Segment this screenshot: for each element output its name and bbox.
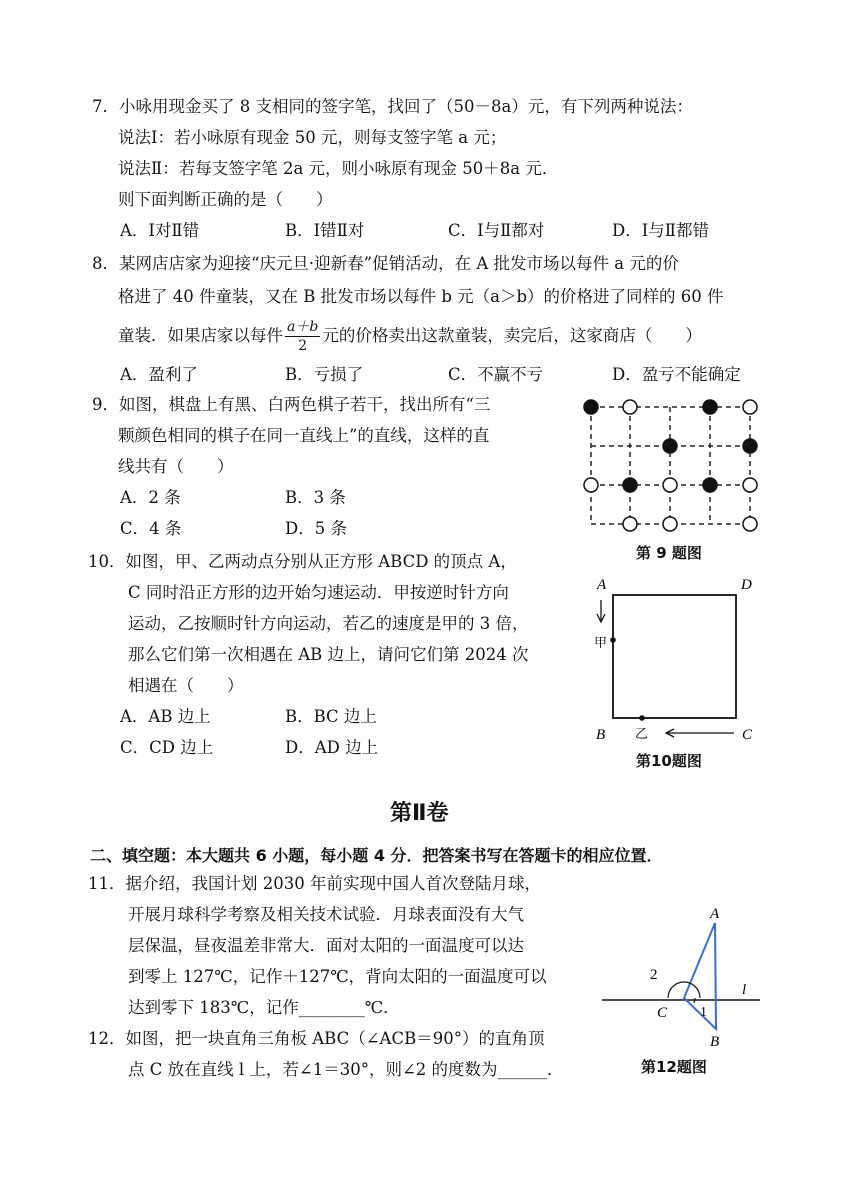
q10-option-d: D．AD 边上 <box>285 738 379 757</box>
fill-in-section-heading: 二、填空题：本大题共 6 小题，每小题 4 分．把答案书写在答题卡的相应位置． <box>90 846 663 865</box>
black-piece <box>623 478 637 492</box>
q9-line-1: 9．如图，棋盘上有黑、白两色棋子若干，找出所有“三 <box>92 395 491 414</box>
part-two-title: 第Ⅱ卷 <box>390 801 449 826</box>
q8-line-1: 8．某网店店家为迎接“庆元旦·迎新春”促销活动，在 A 批发市场以每件 a 元的价 <box>92 254 679 273</box>
q7-option-a: A．Ⅰ对Ⅱ错 <box>120 221 200 240</box>
q9-grid-lines <box>591 407 750 524</box>
yi-label: 乙 <box>635 726 649 741</box>
vertex-c-label: C <box>657 1005 668 1021</box>
q8-fraction-denominator: 2 <box>298 338 308 354</box>
q9-option-a: A．2 条 <box>120 488 181 507</box>
q8-fraction <box>285 318 320 355</box>
q10-line-1: 10．如图，甲、乙两动点分别从正方形 ABCD 的顶点 A， <box>88 552 517 571</box>
q10-option-c: C．CD 边上 <box>120 738 214 757</box>
white-piece <box>743 478 757 492</box>
q7-option-b: B．Ⅰ错Ⅱ对 <box>285 221 365 240</box>
black-piece <box>703 478 717 492</box>
q8-option-d: D．盈亏不能确定 <box>612 365 741 384</box>
line-l-label: l <box>742 982 747 998</box>
q7-statement-1: 说法Ⅰ：若小咏原有现金 50 元，则每支签字笔 a 元； <box>118 128 507 147</box>
q8-line-2: 格进了 40 件童装，又在 B 批发市场以每件 b 元（a＞b）的价格进了同样的 60 件 <box>118 287 724 306</box>
q9-line-3: 线共有（ ） <box>118 457 234 476</box>
q8-line-3-post: 元的价格卖出这款童装，卖完后，这家商店（ ） <box>322 326 702 345</box>
q11-line-5: 达到零下 183℃，记作________℃． <box>128 998 400 1017</box>
q7-statement-2: 说法Ⅱ：若每支签字笔 2a 元，则小咏原有现金 50＋8a 元． <box>118 159 559 178</box>
q8-option-b: B．亏损了 <box>285 365 364 384</box>
q7-option-c: C．Ⅰ与Ⅱ都对 <box>448 221 545 240</box>
q8-line-3-pre: 童装．如果店家以每件 <box>118 326 283 345</box>
q7-stem: 7．小咏用现金买了 8 支相同的签字笔，找回了（50－8a）元，有下列两种说法： <box>92 97 693 116</box>
q12-triangle-figure <box>596 902 766 1052</box>
angle-2-label: 2 <box>650 967 658 983</box>
q9-option-c: C．4 条 <box>120 519 182 538</box>
q9-line-2: 颗颜色相同的棋子在同一直线上”的直线，这样的直 <box>118 426 490 445</box>
q10-option-b: B．BC 边上 <box>285 707 377 726</box>
white-piece <box>743 400 757 414</box>
white-piece <box>663 478 677 492</box>
q10-figure-caption: 第10题图 <box>636 752 702 770</box>
q7-option-d: D．Ⅰ与Ⅱ都错 <box>612 221 709 240</box>
q10-square-figure <box>586 568 762 746</box>
black-piece <box>663 439 677 453</box>
q12-line-1: 12．如图，把一块直角三角板 ABC（∠ACB＝90°）的直角顶 <box>88 1029 545 1048</box>
white-piece <box>663 517 677 531</box>
white-piece <box>623 517 637 531</box>
q8-option-a: A．盈利了 <box>120 365 198 384</box>
jia-point <box>610 637 616 643</box>
q10-line-3: 运动，乙按顺时针方向运动，若乙的速度是甲的 3 倍， <box>128 614 529 633</box>
q10-line-2: C 同时沿正方形的边开始匀速运动．甲按逆时针方向 <box>128 583 509 602</box>
q12-figure-caption: 第12题图 <box>641 1058 707 1076</box>
q9-option-b: B．3 条 <box>285 488 346 507</box>
vertex-b-label: B <box>710 1034 720 1050</box>
q12-line-2: 点 C 放在直线 l 上，若∠1＝30°，则∠2 的度数为______． <box>128 1060 564 1079</box>
q10-option-a: A．AB 边上 <box>120 707 211 726</box>
q11-line-3: 层保温，昼夜温差非常大．面对太阳的一面温度可以达 <box>128 936 524 955</box>
white-piece <box>623 400 637 414</box>
vertex-b-label: B <box>596 727 606 743</box>
yi-point <box>639 715 645 721</box>
q9-option-d: D．5 条 <box>285 519 347 538</box>
vertex-a-label: A <box>597 577 607 593</box>
white-piece <box>743 517 757 531</box>
q9-chessboard-figure <box>580 396 770 536</box>
black-piece <box>703 400 717 414</box>
q11-line-4: 到零上 127℃，记作＋127℃，背向太阳的一面温度可以 <box>128 967 547 986</box>
vertex-d-label: D <box>741 577 752 593</box>
angle-1-label: 1 <box>700 1005 707 1020</box>
black-piece <box>743 439 757 453</box>
q7-question: 则下面判断正确的是（ ） <box>118 190 333 209</box>
square-abcd <box>613 595 736 718</box>
q11-line-1: 11．据介绍，我国计划 2030 年前实现中国人首次登陆月球， <box>88 874 541 893</box>
vertex-a-label: A <box>710 906 720 922</box>
q8-line-3 <box>118 318 702 355</box>
q9-figure-caption: 第 9 题图 <box>636 544 702 562</box>
q10-line-4: 那么它们第一次相遇在 AB 边上，请问它们第 2024 次 <box>128 645 529 664</box>
black-piece <box>584 400 598 414</box>
q8-option-c: C．不赢不亏 <box>448 365 544 384</box>
q8-fraction-numerator: a＋b <box>287 319 319 335</box>
vertex-c-label: C <box>742 727 753 743</box>
q11-line-2: 开展月球科学考察及相关技术试验．月球表面没有大气 <box>128 905 524 924</box>
white-piece <box>584 478 598 492</box>
q10-line-5: 相遇在（ ） <box>128 676 244 695</box>
jia-label: 甲 <box>594 635 608 650</box>
